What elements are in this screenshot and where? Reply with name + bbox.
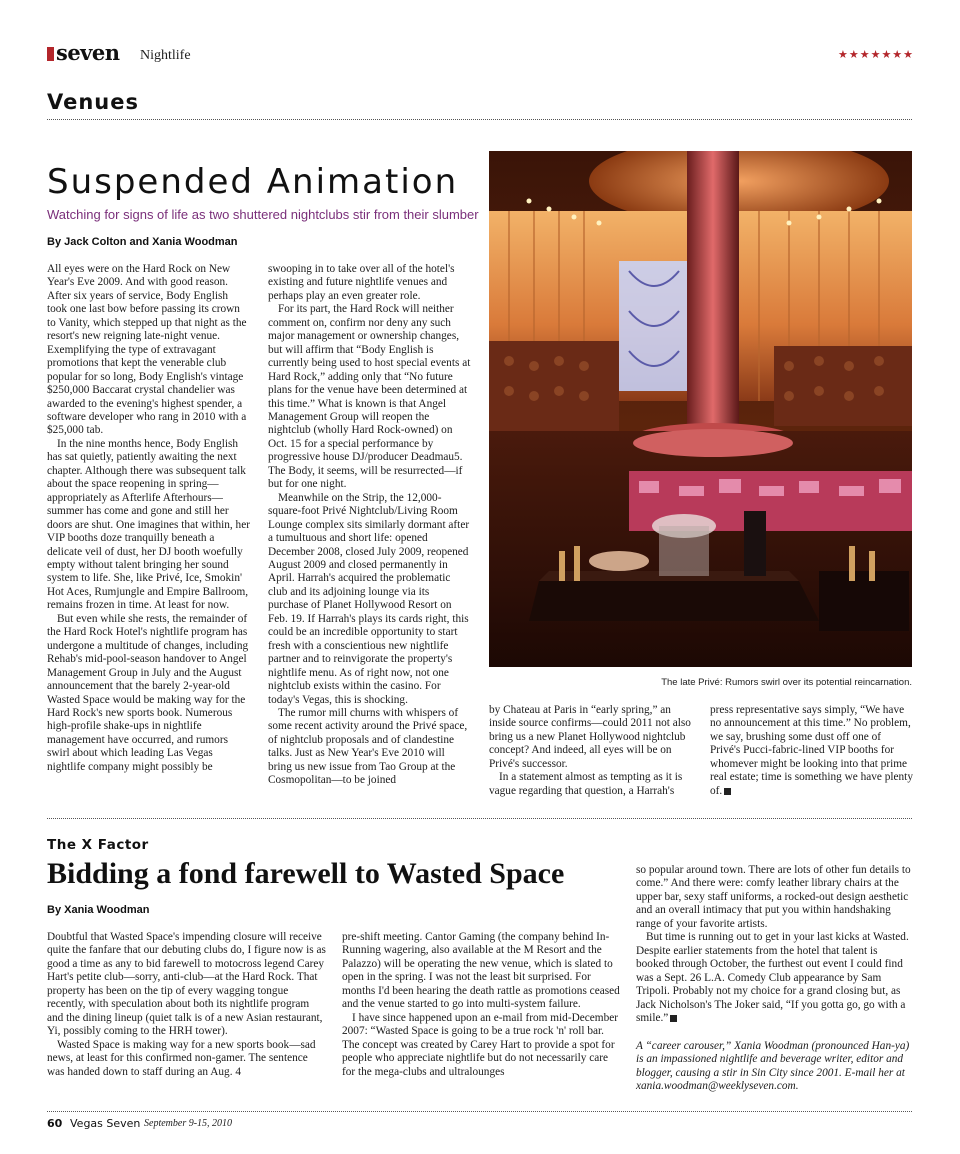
author-bio	[636, 1040, 912, 1094]
article-column-1	[47, 263, 250, 774]
paragraph: But time is running out to get in your last kicks at Wasted. Despite earlier statements from the hotel that talent is booked through October, the furthest out event I could find was a Sept. 26 L.A. Comedy Club appearance by Sam Tripoli. Probably not my choice for a grand closing but, as Jack Nicholson's The Joker said, “If you gotta go, go with a smile.”	[636, 931, 909, 1024]
article-column-1	[47, 931, 327, 1079]
end-mark-icon	[670, 1015, 677, 1022]
paragraph: The rumor mill churns with whispers of some recent activity around the Privé space, of nightclub proposals and of clandestine talks. Just as New Year's Eve 2010 will bring us new issue from Tao Group at the Cosmopolitan—to be joined	[268, 706, 468, 787]
paragraph: But even while she rests, the remainder of the Hard Rock Hotel's nightlife program has undergone a multitude of changes, including Rehab's mid-pool-season handover to Angel Management Group in July and the August announcement that the barely 2-year-old Wasted Space would be making way for the Hard Rock's new sports book. Numerous high-profile shake-ups in nightlife management have occurred, and rumors swirl about which leading Las Vegas nightlife company might possibly be	[47, 612, 249, 773]
article-deck: Watching for signs of life as two shuttered nightclubs stir from their slumber	[47, 207, 479, 222]
bio-text: A “career carouser,” Xania Woodman (pronounced Han-ya) is an impassioned nightlife and beverage writer, editor and blogger, causing a stir in Sin City since 2001. E-mail her at xania.woodman@weeklyseven.com.	[636, 1040, 910, 1093]
page-number: 60	[47, 1117, 63, 1130]
paragraph: All eyes were on the Hard Rock on New Year's Eve 2009. And with good reason. After six years of service, Body English took one last bow before passing its crown to Vanity, which stepped up that night as the resort's new reigning late-night venue. Exemplifying the type of extravagant promotions that kept the venerable club popular for so long, Body English's vintage $250,000 Baccarat crystal chandelier was awarded to the evening's highest spender, a software developer who rang in 2010 with a $25,000 tab.	[47, 263, 247, 437]
paragraph: I have since happened upon an e-mail from mid-December 2007: “Wasted Space is going to be a true rock 'n' roll bar. The concept was created by Carey Hart to provide a spot for people who appreciate nightlife but do not necessarily care for the mega-clubs and ultralounges	[342, 1011, 618, 1078]
article-column-4	[710, 704, 913, 798]
article-title: Bidding a fond farewell to Wasted Space	[47, 857, 565, 890]
article-column-2	[268, 263, 471, 788]
article-title: Suspended Animation	[47, 162, 459, 202]
issue-date: September 9-15, 2010	[144, 1118, 233, 1129]
paragraph: by Chateau at Paris in “early spring,” an inside source confirms—could 2011 not also bring us a new Planet Hollywood nightclub concept? And indeed, all eyes will be on Privé's successor.	[489, 704, 691, 770]
paragraph: In a statement almost as tempting as it is vague regarding that question, a Harrah's	[489, 771, 683, 797]
article-column-3	[636, 864, 912, 1025]
paragraph: In the nine months hence, Body English has sat quietly, patiently awaiting the next chapter. Although there was subsequent talk about the space reopening in spring—appropriately as Afterlife Afterhours—summer has come and gone and still her doors are shut. One imagines that within, her VIP booths doze tranquilly beneath a delicate veil of dust, her DJ booth woefully empty without talent bringing her sound system to life. She, like Privé, Ice, Smokin' Hot Aces, Rumjungle and Empire Ballroom, remains frozen in time. At least for now.	[47, 437, 250, 612]
article-column-3	[489, 704, 692, 798]
end-mark-icon	[724, 788, 731, 795]
paragraph: swooping in to take over all of the hotel's existing and future nightlife venues and perhaps play an even greater role.	[268, 263, 455, 302]
nightclub-photo	[489, 151, 912, 667]
photo-caption: The late Privé: Rumors swirl over its potential reincarnation.	[661, 677, 912, 688]
paragraph: so popular around town. There are lots of other fun details to come.” And there were: comfy leather library chairs at the upper bar, sexy staff uniforms, a rocked-out design aesthetic and an overall intimacy that put you within handshaking range of your favorite artists.	[636, 864, 911, 930]
paragraph: Wasted Space is making way for a new sports book—sad news, at least for this confirmed non-gamer. The sentence was handed down to staff during an Aug. 4	[47, 1038, 316, 1078]
article-byline: By Jack Colton and Xania Woodman	[47, 236, 238, 248]
nightclub-illustration	[489, 151, 912, 667]
paragraph: Doubtful that Wasted Space's impending closure will receive quite the fanfare that our debuting clubs do, I figure now is as good a time as any to bid farewell to motocross legend Carey Hart's petite club—sorry, anti-club—at the Hard Rock. That property has been on the tip of every wagging tongue recently, with speculation about both its nightlife program and the dining lineup (quiet talk is of a new Asian restaurant, Yi, possibly coming to the HRH tower).	[47, 931, 326, 1038]
section-name: Nightlife	[140, 48, 191, 63]
magazine-logo: seven	[56, 40, 120, 65]
article-column-2	[342, 931, 623, 1079]
divider	[47, 1111, 912, 1112]
paragraph: pre-shift meeting. Cantor Gaming (the company behind In-Running wagering, also available at the M Resort and the Palazzo) will be operating the new venue, which is slated to open in the spring. I was not the least bit surprised. For months I'd been hearing the death rattle as promotions ceased and the venue started to go into multi-system failure.	[342, 931, 620, 1011]
divider	[47, 119, 912, 120]
star-rating-icons: ★★★★★★★	[838, 48, 915, 61]
article-byline: By Xania Woodman	[47, 904, 150, 916]
column-name: The X Factor	[47, 837, 149, 853]
divider	[47, 818, 912, 819]
paragraph: For its part, the Hard Rock will neither comment on, confirm nor deny any such major management or ownership changes, but will affirm that “Body English is currently being used to host special events at Hard Rock,” adding only that “No future plans for the venue have been determined at this time.” What is known is that Angel Management Group will reopen the nightclub (wholly Hard Rock-owned) on Oct. 15 for a special performance by progressive house DJ/producer Deadmau5. The Body, it seems, will be resurrected—if but for one night.	[268, 303, 471, 491]
category-heading: Venues	[47, 90, 139, 114]
magazine-name: Vegas Seven	[70, 1117, 141, 1130]
paragraph: Meanwhile on the Strip, the 12,000-square-foot Privé Nightclub/Living Room Lounge complex sits similarly dormant after a tumultuous and short life: opened December 2008, closed July 2009, reopened August 2009 and closed permanently in April. Harrah's acquired the problematic club and its adjoining lounge via its purchase of Planet Hollywood Resort on Feb. 19. If Harrah's plays its cards right, this could be an incredible opportunity to start fresh with a conscientious new nightlife partner and to reinvigorate the property's nightlife menu. As of right now, not one nightclub exists within the casino. For today's Vegas, this is shocking.	[268, 491, 470, 706]
logo-mark	[47, 47, 54, 61]
paragraph: press representative says simply, “We have no announcement at this time.” No problem, we say, brushing some dust off one of Privé's Pucci-fabric-lined VIP booths for whomever might be looking into that prime real estate; time is something we have plenty of.	[710, 704, 913, 797]
